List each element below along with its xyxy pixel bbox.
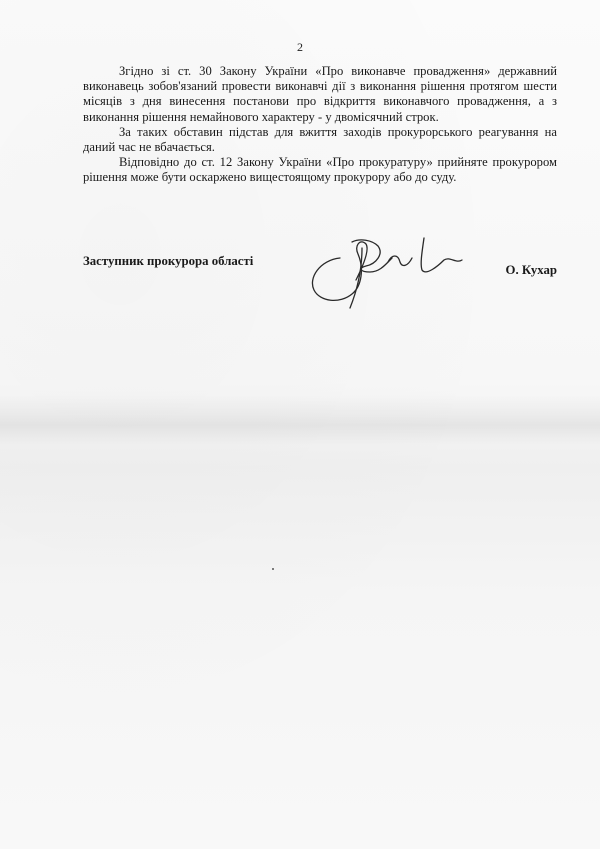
page-number: 2: [297, 40, 303, 54]
signer-title: Заступник прокурора області: [83, 254, 254, 268]
scan-fold-shadow: [0, 395, 600, 445]
handwritten-signature: [300, 228, 480, 313]
signer-name: О. Кухар: [505, 263, 557, 277]
scan-speck: [272, 568, 274, 570]
paragraph-enforcement-term: Згідно зі ст. 30 Закону України «Про виконавче провадження» державний виконавець зобов'язаний провести виконавчі дії з виконання рішення протягом шести місяців з дня винесення постанови про відкриття виконавчого провадження, а з виконання рішення немайнового характеру - у двомісячний строк.: [83, 64, 557, 124]
paragraph-no-grounds: За таких обставин підстав для вжиття заходів прокурорського реагування на даний час не вбачається.: [83, 124, 557, 155]
paragraph-appeal-right: Відповідно до ст. 12 Закону України «Про прокуратуру» прийняте прокурором рішення може бути оскаржено вищестоящому прокурору або до суду.: [83, 155, 557, 185]
letter-body: [83, 64, 557, 186]
